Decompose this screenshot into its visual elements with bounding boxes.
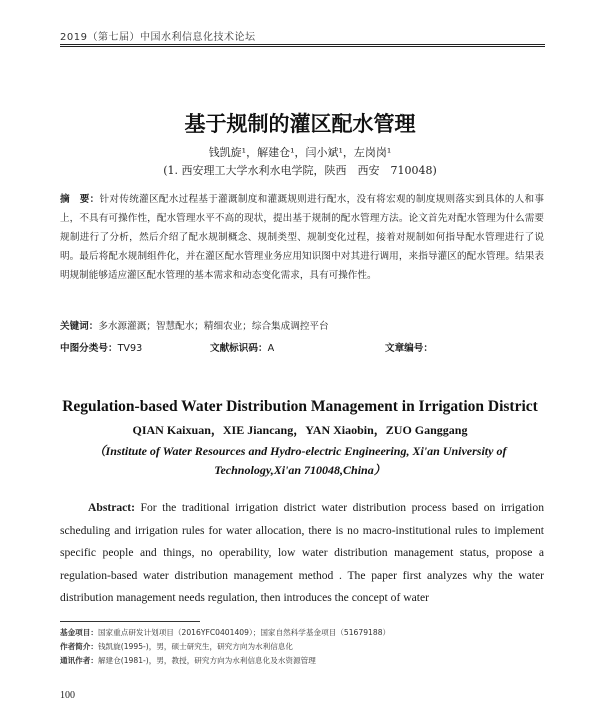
footnote-label: 基金项目： xyxy=(60,628,98,637)
cn-article-number xyxy=(385,340,433,354)
cn-abstract xyxy=(60,190,544,285)
cn-affiliation: (1. 西安理工大学水利水电学院，陕西 西安 710048) xyxy=(163,164,437,177)
footnote-label: 通讯作者： xyxy=(60,656,98,665)
en-authors: QIAN Kaixuan，XIE Jiancang，YAN Xiaobin，ZUO Ganggang xyxy=(132,423,468,437)
cn-title: 基于规制的灌区配水管理 xyxy=(184,112,416,136)
cn-doc-label: 文献标识码： xyxy=(210,343,268,354)
cn-abstract-text: 针对传统灌区配水过程基于灌溉制度和灌溉规则进行配水，没有将宏观的制度规则落实到具体的人和事上，不具有可操作性，配水管理水平不高的现状，提出基于规制的配水管理方法。论文首先对配水管理为什么需要规制进行了分析，然后介绍了配水规制概念、规制类型、规制变化过程，接着对规制如何指导配水管理进行了说明。最后将配水规制组件化，并在灌区配水管理业务应用知识图中对其进行调用，来指导灌区的配水管理。结果表明规制能够适应灌区配水管理的基本需求和动态变化需求，具有可操作性。 xyxy=(60,194,545,281)
footnote-corresponding xyxy=(60,654,544,668)
en-title: Regulation-based Water Distribution Management in Irrigation District xyxy=(62,398,538,415)
running-header: 2019（第七届）中国水利信息化技术论坛 xyxy=(60,32,256,43)
cn-authors: 钱凯旋¹，解建仓¹，闫小斌¹，左岗岗¹ xyxy=(208,146,392,159)
footnote-author-bio xyxy=(60,640,544,654)
cn-doc-value: A xyxy=(267,343,275,354)
footnote-text: 国家重点研发计划项目（2016YFC0401409）；国家自然科学基金项目（51679188） xyxy=(97,628,391,637)
cn-class-label: 中图分类号： xyxy=(60,343,118,354)
cn-abstract-label: 摘 要： xyxy=(60,194,100,205)
header-rule-secondary xyxy=(60,46,545,47)
cn-class-number xyxy=(60,340,142,354)
cn-keywords-text: 多水源灌溉；智慧配水；精细农业；综合集成调控平台 xyxy=(98,321,329,332)
footnotes xyxy=(60,626,544,668)
footnote-funding xyxy=(60,626,544,640)
en-abstract-label: Abstract: xyxy=(88,501,136,514)
cn-doc-code xyxy=(210,340,274,354)
footnote-rule xyxy=(60,621,200,622)
footnote-text: 钱凯旋(1995-)，男，硕士研究生，研究方向为水利信息化 xyxy=(97,642,294,651)
footnote-text: 解建仓(1981-)，男，教授，研究方向为水利信息化及水资源管理 xyxy=(97,656,316,665)
cn-class-value: TV93 xyxy=(117,343,143,354)
cn-keywords xyxy=(60,318,544,332)
en-abstract-text: For the traditional irrigation district water distribution process based on irrigation scheduling and irrigation rules for water allocation, there is no macro-institutional rules to implement specific people and things, no operability, low water distribution management status, propose a regulation-based water distribution management method . The paper first analyzes why the water distribution management needs regulation, then introduces the concept of water xyxy=(60,501,544,605)
en-affiliation: （Institute of Water Resources and Hydro-electric Engineering, Xi'an University of Technology,Xi'an 710048,China） xyxy=(93,444,507,477)
footnote-label: 作者简介： xyxy=(60,642,98,651)
en-abstract xyxy=(60,497,544,610)
cn-keywords-label: 关键词： xyxy=(60,321,99,332)
cn-article-label: 文章编号： xyxy=(385,343,433,354)
page-number: 100 xyxy=(60,690,75,701)
header-rule xyxy=(60,44,545,45)
